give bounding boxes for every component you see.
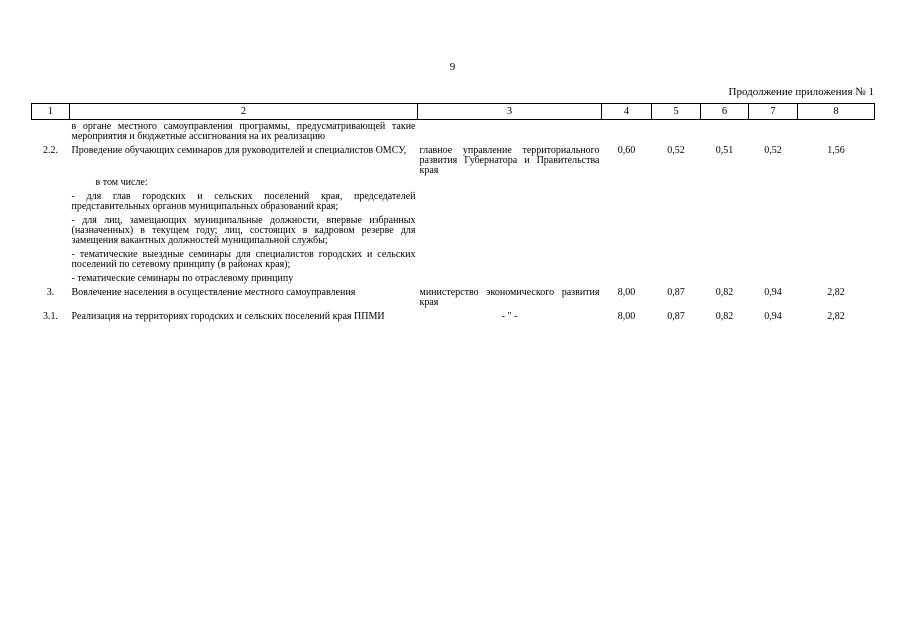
value-col-4: 8,00 <box>617 287 636 298</box>
value-col-7: 0,94 <box>764 311 782 322</box>
row-executor: - " - <box>501 311 518 322</box>
value-col-5: 0,87 <box>667 311 685 322</box>
row-title: Реализация на территориях городских и сельских поселений края ППМИ <box>71 311 385 322</box>
row-number: 3.1. <box>43 311 58 322</box>
continuation-label: Продолжение приложения № 1 <box>728 86 874 98</box>
header-col-8: 8 <box>798 104 875 120</box>
value-col-8: 2,82 <box>827 287 845 298</box>
value-col-5: 0,52 <box>667 145 685 156</box>
header-col-3: 3 <box>418 104 602 120</box>
value-col-4: 8,00 <box>617 311 636 322</box>
sub-item: - для глав городских и сельских поселений края, председателей представительных органов муниципальных образований края; <box>71 191 416 212</box>
value-col-6: 0,51 <box>715 145 734 156</box>
table-row <box>32 176 875 188</box>
list-item <box>32 274 875 284</box>
table-row <box>32 288 875 308</box>
data-table <box>31 103 875 322</box>
header-col-6: 6 <box>701 104 749 120</box>
header-col-1: 1 <box>32 104 70 120</box>
value-col-6: 0,82 <box>715 311 734 322</box>
list-item <box>32 216 875 246</box>
value-col-6: 0,82 <box>715 287 734 298</box>
page-number: 9 <box>449 61 456 73</box>
value-col-7: 0,52 <box>764 145 782 156</box>
row-title: Вовлечение населения в осуществление местного самоуправления <box>71 287 356 298</box>
sub-item: - для лиц, замещающих муниципальные должности, впервые избранных (назначенных) в текущем году; лиц, состоящих в кадровом резерве для замещения вакантных должностей муниципальной службы; <box>71 215 416 246</box>
header-col-7: 7 <box>749 104 798 120</box>
value-col-7: 0,94 <box>764 287 782 298</box>
table-row <box>32 146 875 176</box>
list-item <box>32 192 875 212</box>
value-col-4: 0,60 <box>617 145 636 156</box>
row-number: 3. <box>46 287 55 298</box>
row-executor: министерство экономического развития края <box>419 287 600 308</box>
value-col-5: 0,87 <box>667 287 685 298</box>
list-item <box>32 250 875 270</box>
row-executor: главное управление территориального развития Губернатора и Правительства края <box>419 145 600 176</box>
row-title: Проведение обучающих семинаров для руководителей и специалистов ОМСУ, <box>71 145 407 156</box>
value-col-8: 2,82 <box>827 311 845 322</box>
including-label: в том числе: <box>95 177 148 188</box>
header-col-4: 4 <box>602 104 652 120</box>
continuation-text: в органе местного самоуправления программы, предусматривающей такие мероприятия и бюджетные ассигнования на их реализацию <box>71 121 416 142</box>
table-row <box>32 312 875 322</box>
sub-item: - тематические выездные семинары для специалистов городских и сельских поселений по сетевому принципу (в районах края); <box>71 249 416 270</box>
table-row <box>32 120 875 143</box>
value-col-8: 1,56 <box>827 145 845 156</box>
header-col-2: 2 <box>70 104 418 120</box>
header-col-5: 5 <box>652 104 701 120</box>
row-number: 2.2. <box>43 145 58 156</box>
table-header-row <box>32 104 875 120</box>
sub-item: - тематические семинары по отраслевому принципу <box>71 273 294 284</box>
